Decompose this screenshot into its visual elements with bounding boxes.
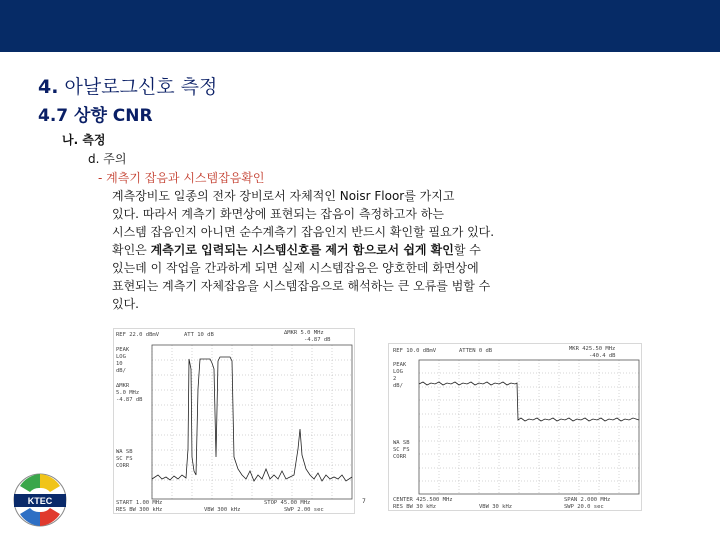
para-line: 표현되는 계측기 자체잡음을 시스템잡음으로 해석하는 큰 오류를 범할 수 — [112, 279, 491, 293]
scope1-side3: WA SB — [116, 449, 133, 455]
scope1-side3: CORR — [116, 463, 130, 469]
scope1-rbw: RES BW 300 kHz — [116, 507, 163, 513]
logo-text: KTEC — [27, 496, 53, 506]
scope2-side2: WA SB — [393, 440, 410, 446]
scope1-mkr-val: -4.87 dB — [304, 337, 331, 343]
scope2-vbw: VBW 30 kHz — [479, 504, 513, 510]
spectrum-screenshot-left — [113, 328, 355, 514]
scope2-side: dB/ — [393, 383, 403, 389]
title-number: 4. — [38, 76, 59, 98]
para-line: 있는데 이 작업을 간과하게 되면 실제 시스템잡음은 양호한데 화면상에 — [112, 261, 479, 275]
para-line: 계측장비도 일종의 전자 장비로서 자체적인 Noisr Floor를 가지고 — [112, 189, 455, 203]
scope1-side: 10 — [116, 361, 123, 367]
ktec-logo — [12, 472, 68, 528]
scope2-mkr-val: -40.4 dB — [589, 353, 616, 359]
page-title — [38, 72, 217, 99]
scope1-side: PEAK — [116, 347, 130, 353]
scope2-span: SPAN 2.000 MHz — [564, 497, 611, 503]
scope2-side2: SC FS — [393, 447, 410, 453]
header-bar — [0, 0, 720, 52]
scope2-mkr: MKR 425.50 MHz — [569, 346, 616, 352]
scope1-ref: REF 22.0 dBmV — [116, 332, 160, 338]
scope1-stop: STOP 45.00 MHz — [264, 500, 311, 506]
scope1-side3: SC FS — [116, 456, 133, 462]
page-number: 7 — [362, 498, 366, 505]
scope1-att: ATT 10 dB — [184, 332, 214, 338]
scope2-side: PEAK — [393, 362, 407, 368]
spectrum-screenshot-right — [388, 343, 642, 511]
body-paragraph — [112, 187, 672, 313]
para-line: 있다. — [112, 297, 139, 311]
scope2-rbw: RES BW 30 kHz — [393, 504, 437, 510]
scope2-ref: REF 10.0 dBmV — [393, 348, 437, 354]
scope1-side: LOG — [116, 354, 126, 360]
scope2-center: CENTER 425.500 MHz — [393, 497, 453, 503]
scope2-swp: SWP 20.0 sec — [564, 504, 604, 510]
para-text: 할 수 — [453, 243, 481, 257]
scope1-side2: 5.0 MHz — [116, 390, 140, 396]
scope2-side2: CORR — [393, 454, 407, 460]
title-text: 아날로그신호 측정 — [58, 76, 218, 98]
item-heading: d. 주의 — [88, 152, 127, 166]
scope1-start: START 1.00 MHz — [116, 500, 163, 506]
para-emphasis: 계측기로 입력되는 시스템신호를 제거 함으로서 쉽게 확인 — [150, 243, 454, 257]
scope1-swp: SWP 2.00 sec — [284, 507, 324, 513]
scope2-side: LOG — [393, 369, 403, 375]
scope1-mkr: ∆MKR 5.0 MHz — [284, 330, 324, 336]
para-line: 시스템 잡음인지 아니면 순수계측기 잡음인지 반드시 확인할 필요가 있다. — [112, 225, 495, 239]
para-line — [112, 241, 672, 259]
para-line: 있다. 따라서 계측기 화면상에 표현되는 잡음이 측정하고자 하는 — [112, 207, 444, 221]
scope2-att: ATTEN 0 dB — [459, 348, 493, 354]
scope1-side: dB/ — [116, 368, 126, 374]
section-heading: 나. 측정 — [62, 133, 106, 147]
scope2-side: 2 — [393, 376, 397, 382]
scope1-vbw: VBW 300 kHz — [204, 507, 241, 513]
para-text: 확인은 — [112, 243, 151, 257]
page-subtitle: 4.7 상향 CNR — [38, 106, 153, 126]
scope1-side2: -4.87 dB — [116, 397, 143, 403]
scope1-side2: ∆MKR — [116, 383, 130, 389]
note-heading: - 계측기 잡음과 시스템잡음확인 — [98, 171, 265, 185]
